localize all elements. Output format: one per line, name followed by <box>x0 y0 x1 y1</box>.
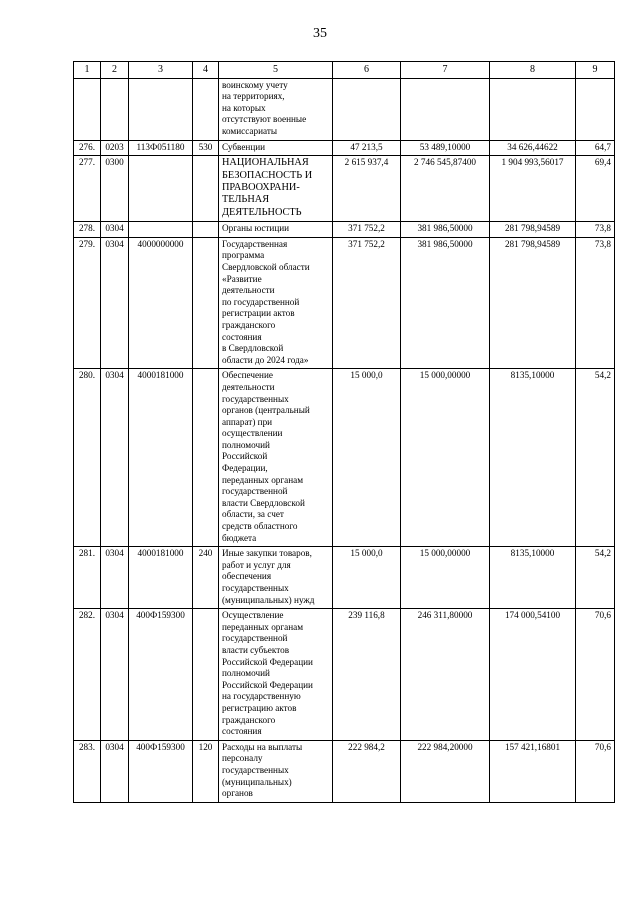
execution-percent: 69,4 <box>576 156 615 222</box>
section-code: 0304 <box>101 237 129 369</box>
column-number: 7 <box>401 62 490 79</box>
table-row <box>74 140 615 156</box>
revised-amount: 53 489,10000 <box>401 140 490 156</box>
section-code: 0304 <box>101 222 129 238</box>
column-number-row <box>74 62 615 79</box>
expense-type-code <box>193 78 219 140</box>
article-code: 113Ф051180 <box>129 140 193 156</box>
executed-amount: 34 626,44622 <box>490 140 576 156</box>
executed-amount: 281 798,94589 <box>490 222 576 238</box>
table-row <box>74 740 615 802</box>
section-code: 0304 <box>101 369 129 547</box>
table-row <box>74 547 615 609</box>
article-code <box>129 222 193 238</box>
table-row <box>74 222 615 238</box>
budget-table <box>73 61 615 803</box>
row-number: 277. <box>74 156 101 222</box>
approved-amount: 15 000,0 <box>333 369 401 547</box>
section-code: 0304 <box>101 740 129 802</box>
item-name: воинскому учету на территориях, на которых отсутствуют военные комиссариаты <box>219 78 333 140</box>
row-number: 282. <box>74 609 101 741</box>
section-code: 0300 <box>101 156 129 222</box>
article-code <box>129 78 193 140</box>
revised-amount: 15 000,00000 <box>401 547 490 609</box>
section-code: 0304 <box>101 609 129 741</box>
table-row <box>74 156 615 222</box>
column-number: 2 <box>101 62 129 79</box>
approved-amount: 222 984,2 <box>333 740 401 802</box>
revised-amount: 15 000,00000 <box>401 369 490 547</box>
row-number: 281. <box>74 547 101 609</box>
execution-percent: 70,6 <box>576 609 615 741</box>
item-name: Субвенции <box>219 140 333 156</box>
article-code: 400Ф159300 <box>129 740 193 802</box>
execution-percent: 73,8 <box>576 237 615 369</box>
revised-amount: 381 986,50000 <box>401 222 490 238</box>
article-code: 4000181000 <box>129 369 193 547</box>
article-code: 4000181000 <box>129 547 193 609</box>
row-number: 278. <box>74 222 101 238</box>
item-name: Осуществление переданных органам государственной власти субъектов Российской Федерации полномочий Российской Федерации на государственную регистрацию актов гражданского состояния <box>219 609 333 741</box>
table-row <box>74 78 615 140</box>
table-row <box>74 369 615 547</box>
column-number: 1 <box>74 62 101 79</box>
column-number: 8 <box>490 62 576 79</box>
executed-amount: 157 421,16801 <box>490 740 576 802</box>
item-name: Обеспечение деятельности государственных органов (центральный аппарат) при осуществлении полномочий Российской Федерации, переданных органам государственной власти Свердловской области, за счет средств областного бюджета <box>219 369 333 547</box>
row-number: 280. <box>74 369 101 547</box>
approved-amount: 2 615 937,4 <box>333 156 401 222</box>
approved-amount: 371 752,2 <box>333 237 401 369</box>
executed-amount: 8135,10000 <box>490 547 576 609</box>
section-code <box>101 78 129 140</box>
row-number: 276. <box>74 140 101 156</box>
table-row <box>74 237 615 369</box>
section-code: 0304 <box>101 547 129 609</box>
approved-amount <box>333 78 401 140</box>
revised-amount: 381 986,50000 <box>401 237 490 369</box>
item-name: НАЦИОНАЛЬНАЯ БЕЗОПАСНОСТЬ И ПРАВООХРАНИ- ТЕЛЬНАЯ ДЕЯТЕЛЬНОСТЬ <box>219 156 333 222</box>
revised-amount: 246 311,80000 <box>401 609 490 741</box>
table-row <box>74 609 615 741</box>
approved-amount: 47 213,5 <box>333 140 401 156</box>
revised-amount: 2 746 545,87400 <box>401 156 490 222</box>
execution-percent <box>576 78 615 140</box>
column-number: 4 <box>193 62 219 79</box>
article-code <box>129 156 193 222</box>
item-name: Иные закупки товаров, работ и услуг для обеспечения государственных (муниципальных) нужд <box>219 547 333 609</box>
execution-percent: 64,7 <box>576 140 615 156</box>
expense-type-code: 530 <box>193 140 219 156</box>
executed-amount <box>490 78 576 140</box>
expense-type-code <box>193 609 219 741</box>
expense-type-code <box>193 369 219 547</box>
expense-type-code: 120 <box>193 740 219 802</box>
page-number: 35 <box>313 26 327 41</box>
row-number <box>74 78 101 140</box>
column-number: 5 <box>219 62 333 79</box>
approved-amount: 371 752,2 <box>333 222 401 238</box>
item-name: Расходы на выплаты персоналу государственных (муниципальных) органов <box>219 740 333 802</box>
executed-amount: 8135,10000 <box>490 369 576 547</box>
column-number: 9 <box>576 62 615 79</box>
row-number: 279. <box>74 237 101 369</box>
approved-amount: 15 000,0 <box>333 547 401 609</box>
row-number: 283. <box>74 740 101 802</box>
expense-type-code: 240 <box>193 547 219 609</box>
revised-amount <box>401 78 490 140</box>
executed-amount: 281 798,94589 <box>490 237 576 369</box>
expense-type-code <box>193 156 219 222</box>
approved-amount: 239 116,8 <box>333 609 401 741</box>
execution-percent: 70,6 <box>576 740 615 802</box>
item-name: Органы юстиции <box>219 222 333 238</box>
expense-type-code <box>193 222 219 238</box>
article-code: 4000000000 <box>129 237 193 369</box>
section-code: 0203 <box>101 140 129 156</box>
expense-type-code <box>193 237 219 369</box>
revised-amount: 222 984,20000 <box>401 740 490 802</box>
item-name: Государственная программа Свердловской области «Развитие деятельности по государственной регистрации актов гражданского состояния в Свердловской области до 2024 года» <box>219 237 333 369</box>
execution-percent: 54,2 <box>576 547 615 609</box>
execution-percent: 73,8 <box>576 222 615 238</box>
article-code: 400Ф159300 <box>129 609 193 741</box>
column-number: 6 <box>333 62 401 79</box>
executed-amount: 174 000,54100 <box>490 609 576 741</box>
execution-percent: 54,2 <box>576 369 615 547</box>
executed-amount: 1 904 993,56017 <box>490 156 576 222</box>
column-number: 3 <box>129 62 193 79</box>
